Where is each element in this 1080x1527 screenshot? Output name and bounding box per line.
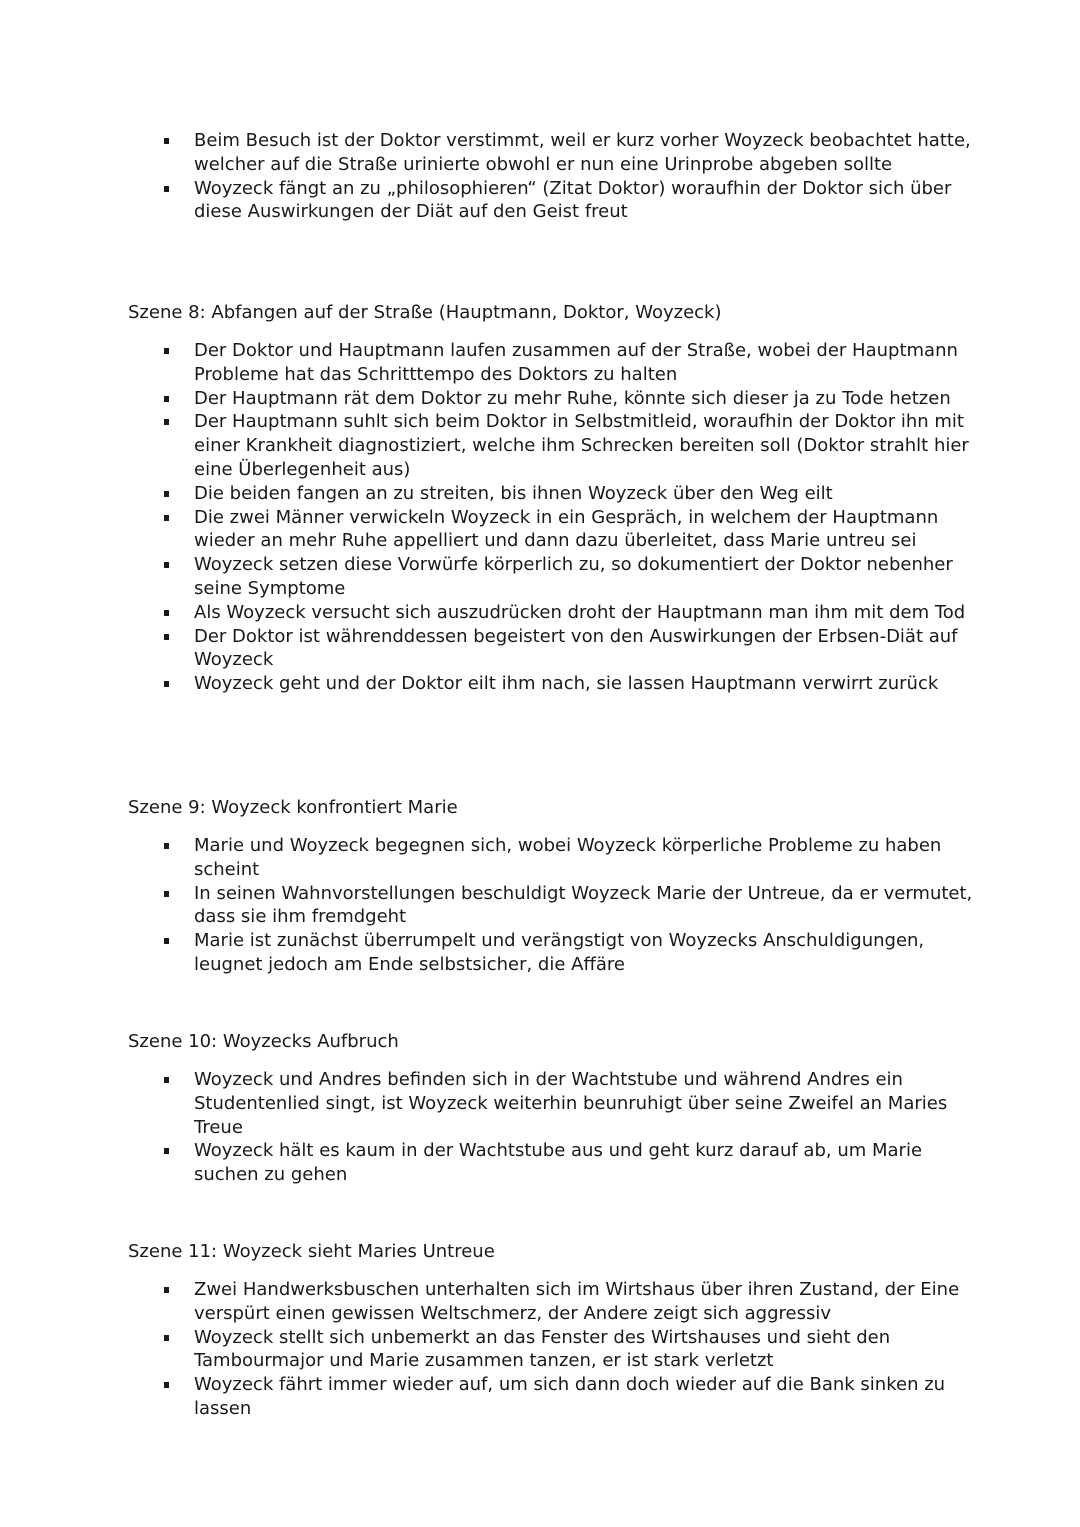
list-item-text: Der Hauptmann suhlt sich beim Doktor in Selbstmitleid, woraufhin der Doktor ihn mit einer Krankheit diagnostiziert, welche ihm Schrecken bereiten soll (Doktor strahlt hier eine Überlegenheit aus) xyxy=(194,411,969,480)
section-heading: Szene 9: Woyzeck konfrontiert Marie xyxy=(128,797,458,818)
list-item-text: Woyzeck stellt sich unbemerkt an das Fenster des Wirtshauses und sieht den Tambourmajor und Marie zusammen tanzen, er ist stark verletzt xyxy=(194,1326,891,1372)
list-item xyxy=(0,339,1080,387)
list-item-text: Der Hauptmann rät dem Doktor zu mehr Ruhe, könnte sich dieser ja zu Tode hetzen xyxy=(194,387,951,409)
bullet-square-icon xyxy=(164,348,169,354)
section-heading: Szene 10: Woyzecks Aufbruch xyxy=(128,1031,399,1052)
section-heading: Szene 11: Woyzeck sieht Maries Untreue xyxy=(128,1241,495,1262)
bullet-square-icon xyxy=(164,562,169,568)
list-item-text: Zwei Handwerksbuschen unterhalten sich im Wirtshaus über ihren Zustand, der Eine verspürt einen gewissen Weltschmerz, der Andere zeigt sich aggressiv xyxy=(194,1279,960,1324)
bullet-square-icon xyxy=(164,396,169,402)
list-item xyxy=(0,625,1080,673)
list-item-text: Woyzeck fährt immer wieder auf, um sich dann doch wieder auf die Bank sinken zu lassen xyxy=(194,1374,946,1419)
list-item-text: Woyzeck geht und der Doktor eilt ihm nach, sie lassen Hauptmann verwirrt zurück xyxy=(194,673,939,695)
bullet-square-icon xyxy=(164,1287,169,1293)
bullet-square-icon xyxy=(164,1077,169,1083)
list-item-text: Marie und Woyzeck begegnen sich, wobei Woyzeck körperliche Probleme zu haben scheint xyxy=(194,835,942,880)
list-item-text: In seinen Wahnvorstellungen beschuldigt Woyzeck Marie der Untreue, da er vermutet, dass sie ihm fremdgeht xyxy=(194,882,973,928)
bullet-square-icon xyxy=(164,138,169,144)
list-item xyxy=(0,506,1080,554)
bullet-list xyxy=(0,834,1080,977)
bullet-square-icon xyxy=(164,843,169,849)
bullet-square-icon xyxy=(164,610,169,616)
list-item xyxy=(0,482,1080,506)
list-item xyxy=(0,1139,1080,1187)
list-item-text: Die beiden fangen an zu streiten, bis ihnen Woyzeck über den Weg eilt xyxy=(194,482,833,504)
list-item-text: Woyzeck setzen diese Vorwürfe körperlich zu, so dokumentiert der Doktor nebenher seine Symptome xyxy=(194,554,953,599)
list-item xyxy=(0,1373,1080,1421)
list-item-text: Der Doktor und Hauptmann laufen zusammen auf der Straße, wobei der Hauptmann Probleme hat das Schritttempo des Doktors zu halten xyxy=(194,340,958,385)
list-item xyxy=(0,672,1080,696)
list-item-text: Beim Besuch ist der Doktor verstimmt, weil er kurz vorher Woyzeck beobachtet hatte, welcher auf die Straße urinierte obwohl er nun eine Urinprobe abgeben sollte xyxy=(194,130,971,175)
bullet-square-icon xyxy=(164,419,169,425)
list-item xyxy=(0,177,1080,225)
bullet-square-icon xyxy=(164,515,169,521)
list-item-text: Marie ist zunächst überrumpelt und verängstigt von Woyzecks Anschuldigungen, leugnet jedoch am Ende selbstsicher, die Affäre xyxy=(194,930,925,975)
bullet-list xyxy=(0,129,1080,224)
list-item xyxy=(0,1278,1080,1326)
list-item-text: Woyzeck fängt an zu „philosophieren“ (Zitat Doktor) woraufhin der Doktor sich über diese Auswirkungen der Diät auf den Geist freut xyxy=(194,177,952,223)
bullet-square-icon xyxy=(164,1335,169,1341)
list-item-text: Woyzeck und Andres befinden sich in der Wachtstube und während Andres ein Studentenlied singt, ist Woyzeck weiterhin beunruhigt über seine Zweifel an Maries Treue xyxy=(194,1069,948,1138)
list-item-text: Der Doktor ist währenddessen begeistert von den Auswirkungen der Erbsen-Diät auf Woyzeck xyxy=(194,625,958,671)
bullet-list xyxy=(0,1068,1080,1187)
list-item xyxy=(0,553,1080,601)
list-item xyxy=(0,1068,1080,1139)
list-item-text: Als Woyzeck versucht sich auszudrücken droht der Hauptmann man ihm mit dem Tod xyxy=(194,601,966,623)
bullet-square-icon xyxy=(164,634,169,640)
bullet-square-icon xyxy=(164,491,169,497)
list-item-text: Die zwei Männer verwickeln Woyzeck in ein Gespräch, in welchem der Hauptmann wieder an mehr Ruhe appelliert und dann dazu überleitet, dass Marie untreu sei xyxy=(194,506,939,552)
list-item xyxy=(0,129,1080,177)
list-item xyxy=(0,601,1080,625)
section-heading: Szene 8: Abfangen auf der Straße (Hauptmann, Doktor, Woyzeck) xyxy=(128,302,722,323)
bullet-list xyxy=(0,339,1080,696)
bullet-square-icon xyxy=(164,1382,169,1388)
bullet-square-icon xyxy=(164,1148,169,1154)
bullet-list xyxy=(0,1278,1080,1421)
bullet-square-icon xyxy=(164,681,169,687)
list-item xyxy=(0,1326,1080,1374)
list-item xyxy=(0,410,1080,481)
bullet-square-icon xyxy=(164,891,169,897)
list-item xyxy=(0,882,1080,930)
list-item xyxy=(0,387,1080,411)
list-item xyxy=(0,834,1080,882)
list-item-text: Woyzeck hält es kaum in der Wachtstube aus und geht kurz darauf ab, um Marie suchen zu gehen xyxy=(194,1140,923,1186)
bullet-square-icon xyxy=(164,938,169,944)
list-item xyxy=(0,929,1080,977)
bullet-square-icon xyxy=(164,186,169,192)
